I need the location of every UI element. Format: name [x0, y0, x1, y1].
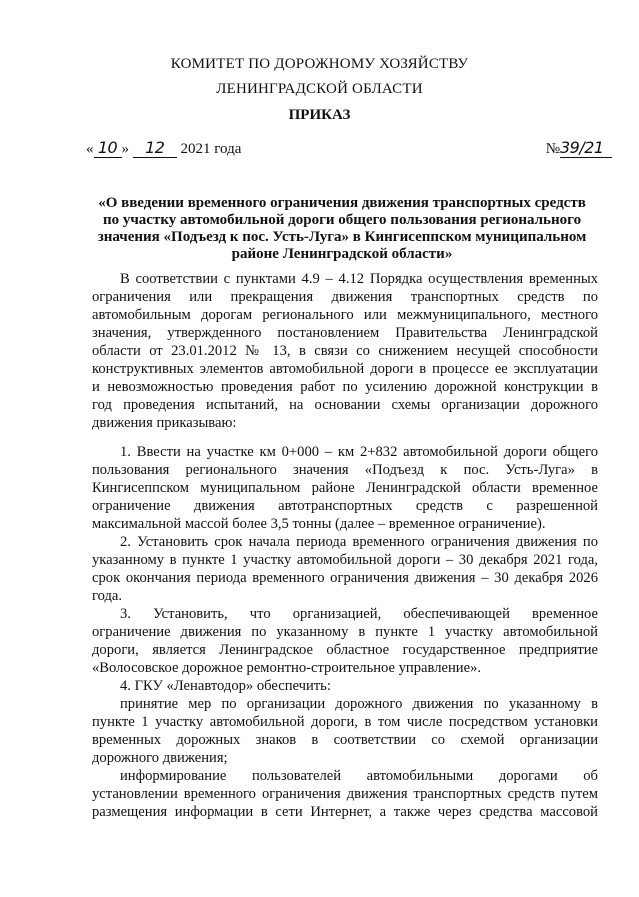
body-line: области от 23.01.2012 № 13, в связи со снижением несущей способности: [92, 343, 598, 359]
body-line: «Волосовское дорожное ремонтно-строительное управление».: [92, 660, 482, 676]
body-line: автомобильным дорогам регионального или межмуниципального, местного: [92, 307, 598, 323]
date-close-quote: »: [121, 141, 129, 157]
body-line: 1. Ввести на участке км 0+000 – км 2+832 автомобильной дороги общего: [120, 444, 598, 460]
body-line: срок окончания периода временного ограничения движения – 30 декабря 2026: [92, 570, 598, 586]
body-line: пункте 1 участку автомобильной дороги, в том числе посредством установки: [92, 714, 598, 730]
body-line: информирование пользователей автомобильными дорогами об: [120, 768, 598, 784]
body-line: 3. Установить, что организацией, обеспечивающей временное: [120, 606, 598, 622]
body-line: движения приказываю:: [92, 415, 237, 431]
body-line: конструктивных элементов автомобильной дороги в процессе ее эксплуатации: [92, 361, 598, 377]
order-number: [546, 138, 612, 158]
body-line: дороги, является Ленинградское областное государственное предприятие: [92, 642, 598, 658]
committee-name-line2: ЛЕНИНГРАДСКОЙ ОБЛАСТИ: [216, 81, 423, 97]
body-line: год проведения испытаний, на основании схемы организации дорожного: [92, 397, 598, 413]
body-line: принятие мер по организации дорожного движения по указанному в: [120, 696, 598, 712]
body-line: установлении временного ограничения движения транспортных средств путем: [92, 786, 598, 802]
body-line: 2. Установить срок начала периода временного ограничения движения по: [120, 534, 598, 550]
document-type-title: ПРИКАЗ: [288, 107, 351, 123]
date-day: 10: [94, 138, 122, 158]
body-line: значения, утвержденного постановлением Правительства Ленинградской: [92, 325, 598, 341]
body-line: указанному в пункте 1 участку автомобильной дороги – 30 декабря 2021 года,: [92, 552, 598, 568]
body-line: года.: [92, 588, 123, 604]
subject-line: «О введении временного ограничения движения транспортных средств: [98, 195, 586, 211]
body-line: максимальной массой более 3,5 тонны (далее – временное ограничение).: [92, 516, 546, 532]
subject-line: районе Ленинградской области»: [231, 246, 453, 262]
order-subject: [72, 195, 612, 263]
date-and-number-line: [86, 138, 626, 158]
subject-line: по участку автомобильной дороги общего пользования регионального: [102, 212, 582, 228]
date-open-quote: «: [86, 141, 94, 157]
committee-name-line1: КОМИТЕТ ПО ДОРОЖНОМУ ХОЗЯЙСТВУ: [170, 56, 469, 72]
date-month: 12: [133, 138, 177, 158]
order-number-label: №: [545, 141, 560, 157]
body-line: размещения информации в сети Интернет, а также через средства массовой: [92, 804, 598, 820]
body-line: Кингисеппском муниципальном районе Ленинградской области временное: [92, 480, 598, 496]
body-line: 4. ГКУ «Ленавтодор» обеспечить:: [120, 678, 331, 694]
body-line: В соответствии с пунктами 4.9 – 4.12 Порядка осуществления временных: [120, 271, 598, 287]
subject-line: значения «Подъезд к пос. Усть-Луга» в Кингисеппском муниципальном: [97, 229, 587, 245]
body-line: ограничение движения по указанному в пункте 1 участку автомобильной: [92, 624, 598, 640]
body-line: ограничение движения автотранспортных средств с разрешенной: [92, 498, 598, 514]
body-line: и невозможностью проведения работ по усилению дорожной конструкции в: [92, 379, 598, 395]
order-number-value: 39/21: [560, 138, 612, 158]
date-year: 2021 года: [180, 141, 242, 157]
body-line: ограничения или прекращения движения транспортных средств по: [92, 289, 598, 305]
body-line: пользования регионального значения «Подъезд к пос. Усть-Луга» в: [92, 462, 598, 478]
body-line: временных дорожных знаков в соответствии со схемой организации: [92, 732, 598, 748]
body-line: дорожного движения;: [92, 750, 228, 766]
